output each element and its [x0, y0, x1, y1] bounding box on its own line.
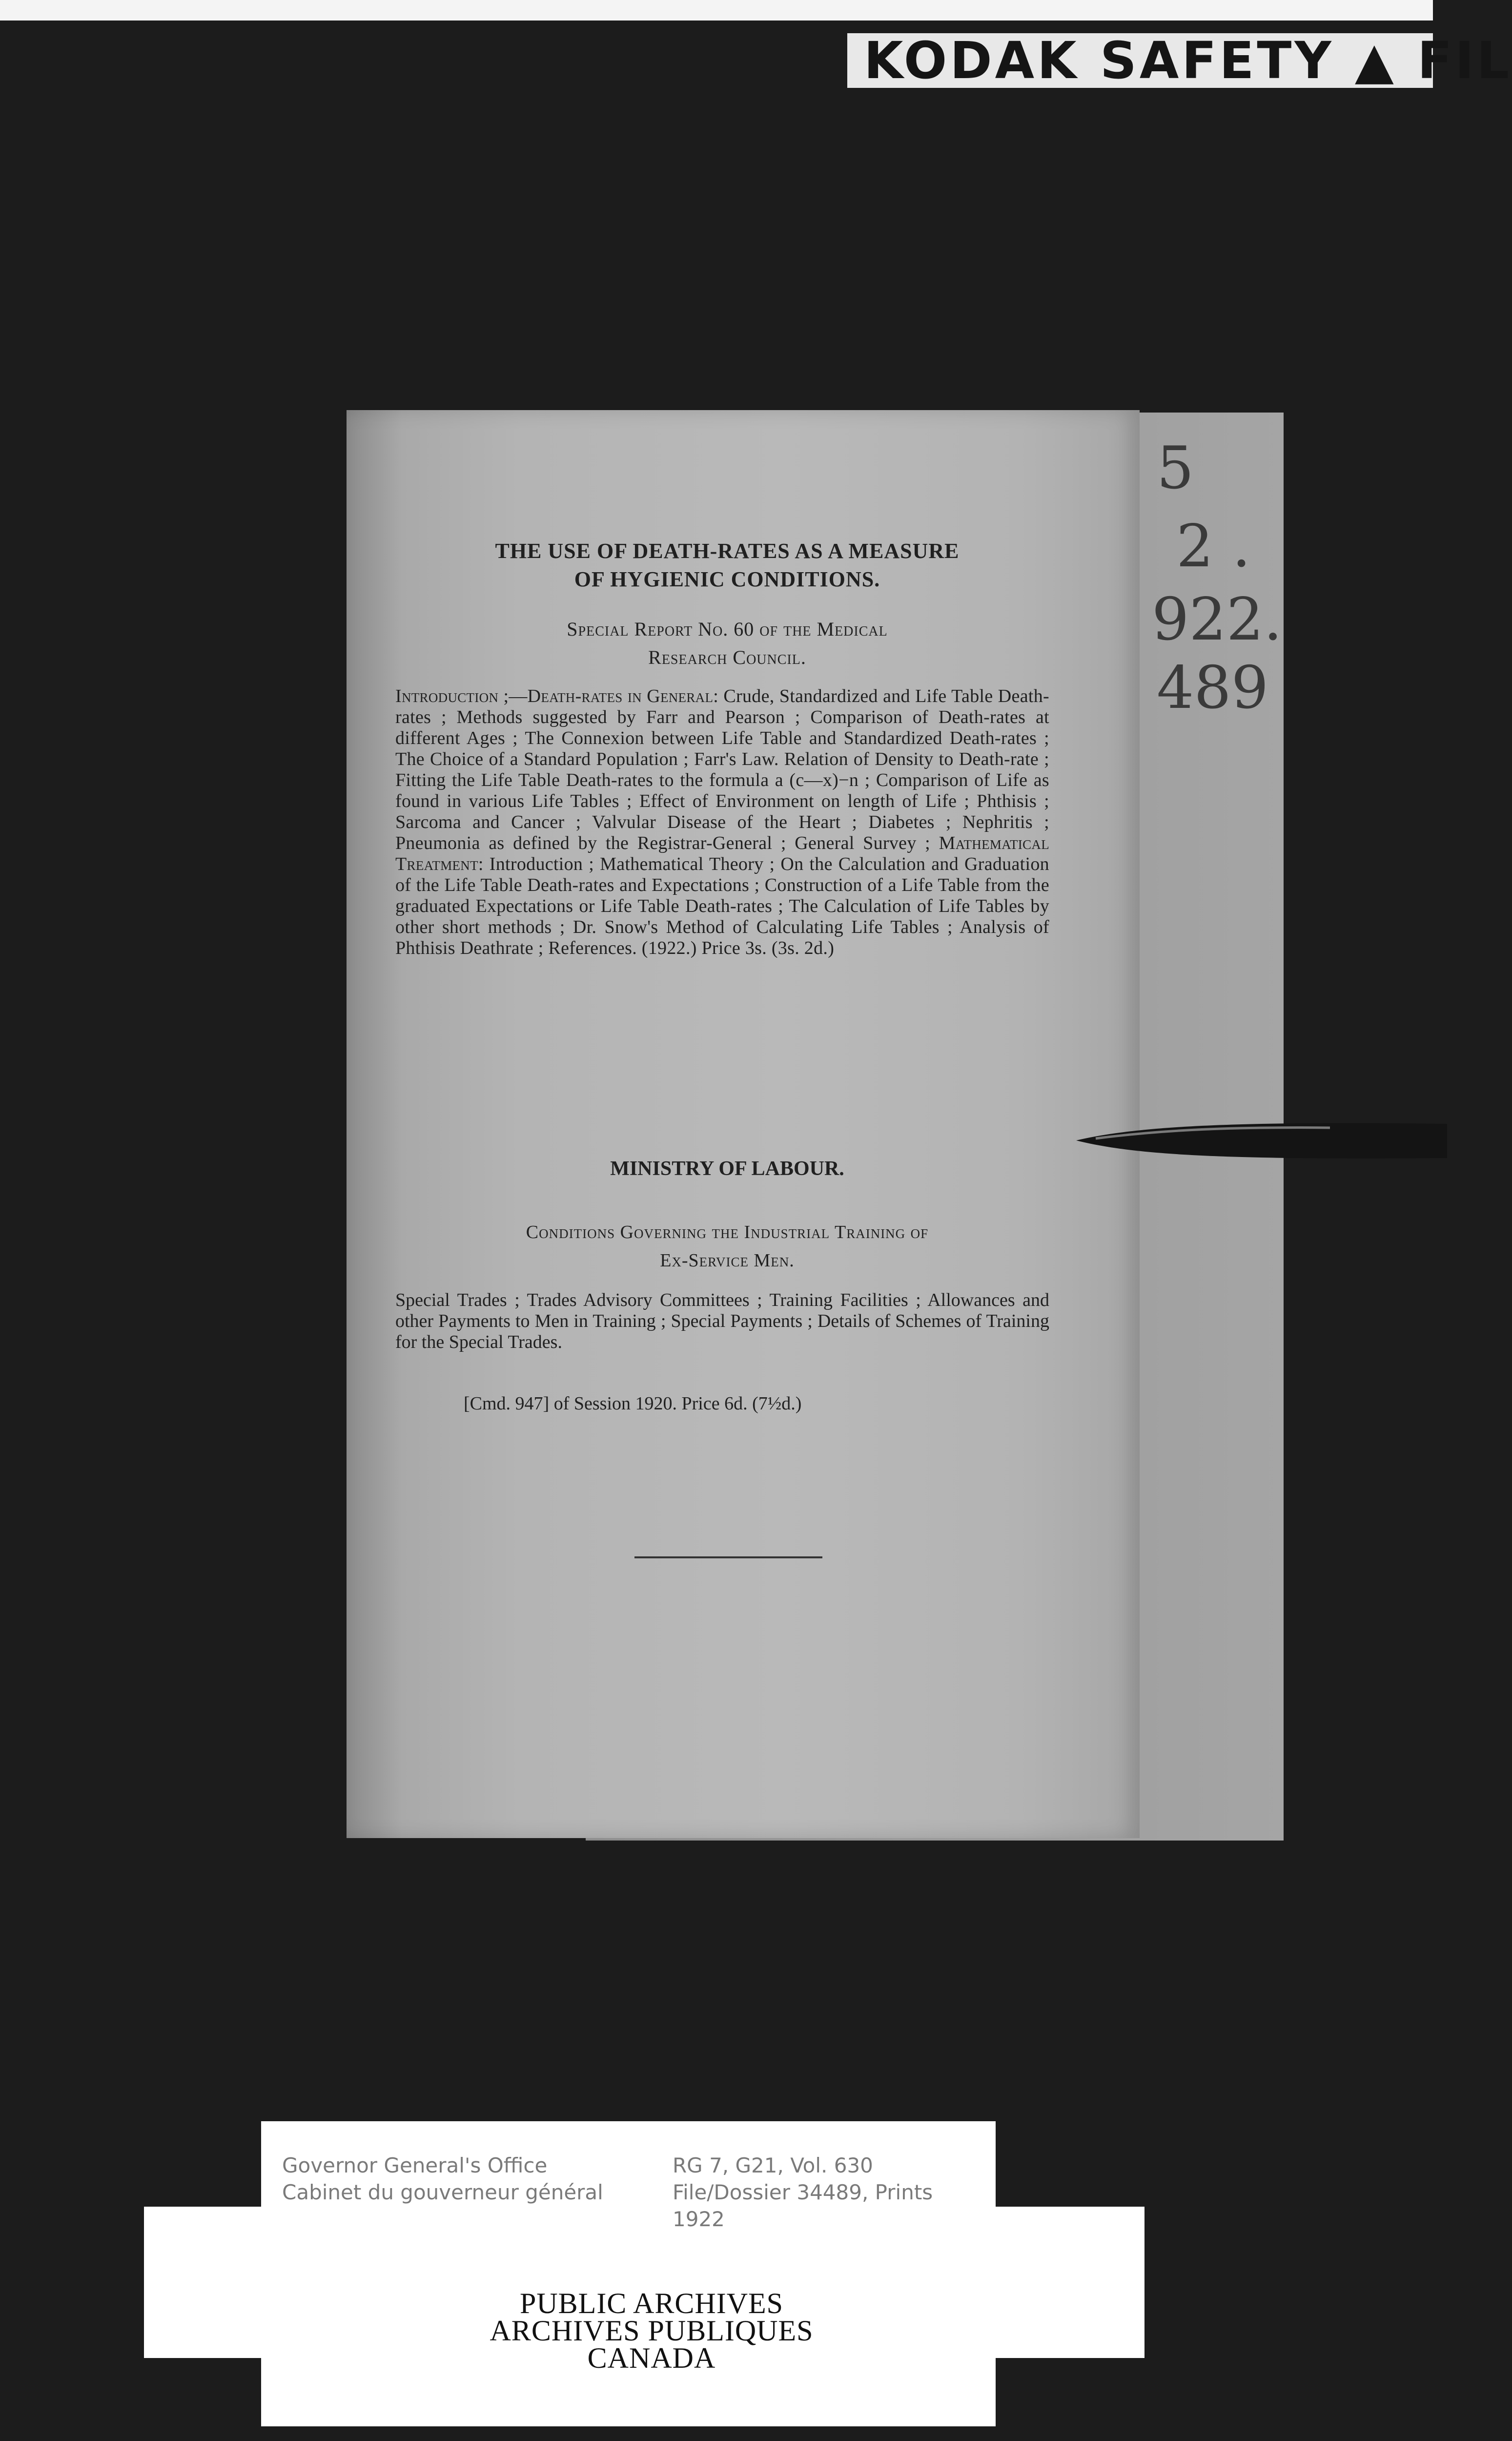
math-label: Mathematical Treatment: [395, 833, 1049, 874]
report-subtitle: [386, 615, 1069, 672]
conditions-heading-line: Ex-Service Men.: [660, 1250, 795, 1271]
report-title-line: THE USE OF DEATH-RATES AS A MEASURE: [495, 539, 960, 563]
conditions-heading: [386, 1218, 1069, 1275]
conditions-description: Special Trades ; Trades Advisory Committees ; Training Facilities ; Allowances and other Payments to Men in Training ; Special Payments ; Details of Schemes of Training for the Special Trades.: [395, 1290, 1049, 1352]
conditions-heading-line: Conditions Governing the Industrial Training of: [526, 1222, 929, 1242]
command-paper-reference: [Cmd. 947] of Session 1920. Price 6d. (7½d.): [464, 1393, 802, 1414]
handwriting-mark: 922.: [1152, 586, 1283, 654]
film-top-border: [0, 0, 1433, 21]
separator-rule: [634, 1556, 822, 1558]
handwriting-mark: 2 .: [1176, 513, 1251, 580]
archives-name-fr: ARCHIVES PUBLIQUES: [490, 2315, 814, 2347]
report-title: [386, 537, 1069, 594]
film-edge-marking: KODAK SAFETY ▲ FIL: [847, 33, 1433, 88]
office-name-fr: Cabinet du gouverneur général: [282, 2180, 603, 2204]
handwriting-mark: 489: [1157, 654, 1269, 722]
report-subtitle-line: Special Report No. 60 of the Medical: [567, 618, 888, 640]
report-description: [395, 686, 1049, 959]
office-name-en: Governor General's Office: [282, 2153, 548, 2177]
archives-stamp: [261, 2287, 1042, 2374]
math-text: : Introduction ; Mathematical Theory ; On the Calculation and Graduation of the Life Table Death-rates and Expectations ; Construction of a Life Table from the graduated Expectations or Life Table Death-rates ; The Calculation of Life Tables by other short methods ; Dr. Snow's Method of Calculating Life Tables ; Analysis of Phthisis Deathrate ; References. (1922.) Price 3s. (3s. 2d.): [395, 854, 1049, 958]
back-page-handwriting: [1137, 434, 1284, 781]
ministry-heading: MINISTRY OF LABOUR.: [610, 1158, 844, 1180]
report-subtitle-line: Research Council.: [648, 646, 806, 668]
archives-name-en: PUBLIC ARCHIVES: [519, 2287, 784, 2319]
intro-label: Introduction ;—Death-rates in General: [395, 686, 714, 706]
archives-country: CANADA: [587, 2342, 716, 2374]
reference-line: File/Dossier 34489, Prints: [673, 2180, 933, 2204]
intro-text: : Crude, Standardized and Life Table Death-rates ; Methods suggested by Farr and Pearson ; Comparison of Death-rates at different Ages ; The Connexion between Life Table and Standardized Death-rates ; The Choice of a Standard Population ; Farr's Law. Relation of Density to Death-rate ; Fitting the Life Table Death-rates to the formula a (c—x)−n ; Comparison of Life as found in various Life Tables ; Effect of Environment on length of Life ; Phthisis ; Sarcoma and Cancer ; Valvular Disease of the Heart ; Diabetes ; Nephritis ; Pneumonia as defined by the Registrar-General ; General Survey ;: [395, 686, 1049, 853]
report-title-line: OF HYGIENIC CONDITIONS.: [574, 567, 880, 591]
reference-line: RG 7, G21, Vol. 630: [673, 2153, 873, 2177]
reference-line: 1922: [673, 2207, 725, 2231]
handwriting-mark: 5: [1157, 434, 1194, 502]
pen-tip-icon: [1076, 1117, 1447, 1163]
document-page: [347, 410, 1140, 1838]
